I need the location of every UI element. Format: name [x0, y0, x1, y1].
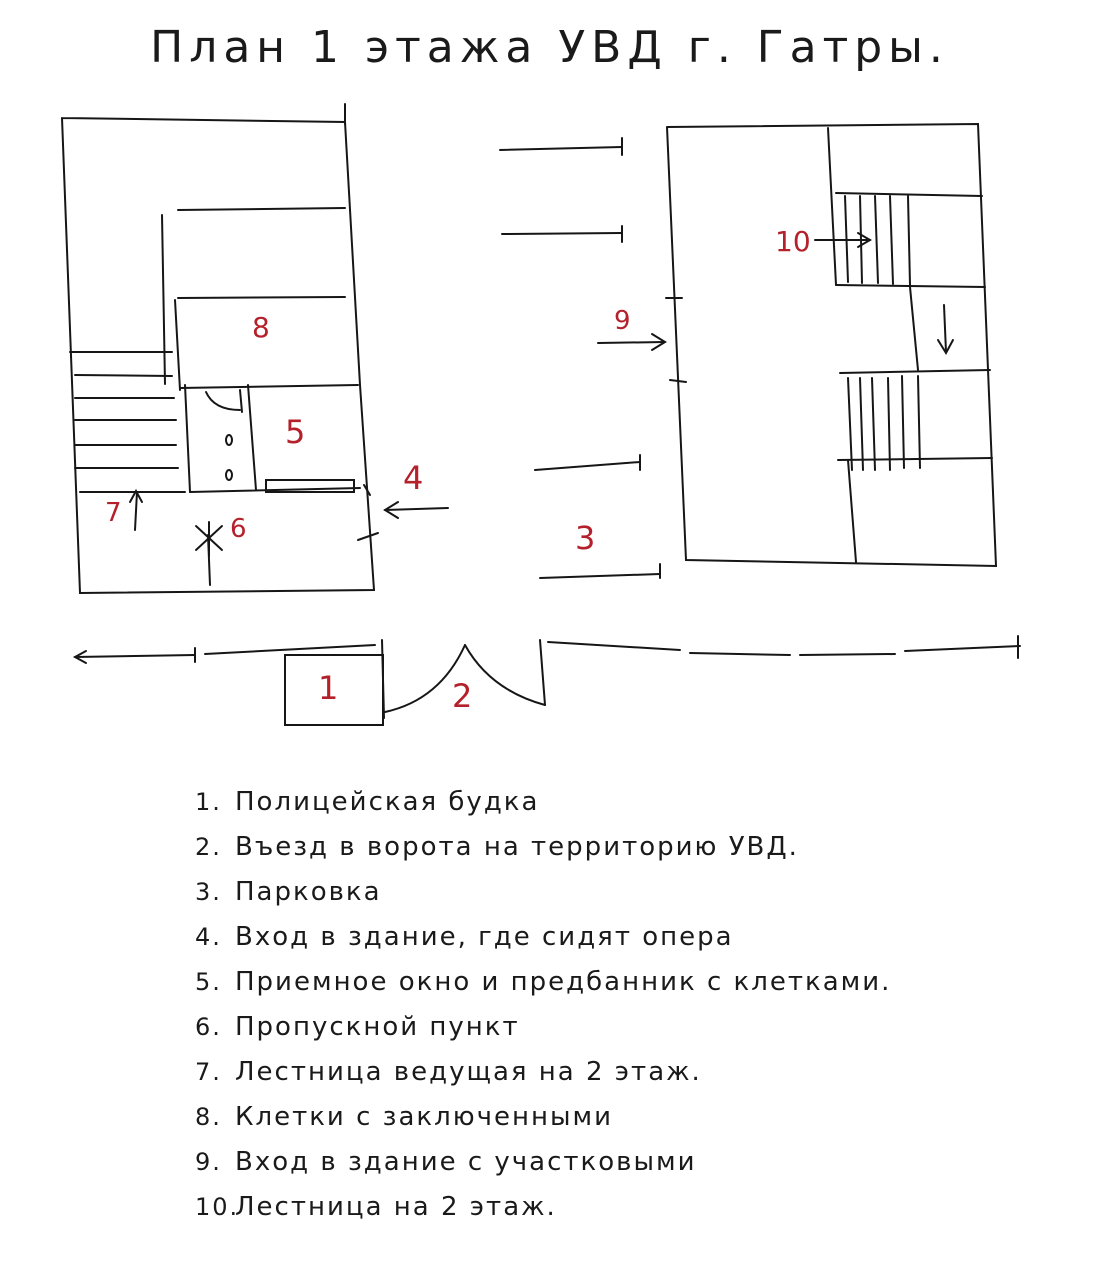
marker-5: 5 — [285, 413, 306, 451]
marker-1: 1 — [318, 669, 339, 707]
legend-item — [195, 960, 891, 1005]
legend-number: 1. — [195, 788, 222, 816]
legend-text: Вход в здание с участковыми — [235, 1147, 697, 1177]
legend-text: Пропускной пункт — [235, 1012, 520, 1042]
legend-text: Клетки с заключенными — [235, 1102, 614, 1132]
legend-text: Лестница ведущая на 2 этаж. — [235, 1057, 702, 1087]
right-building — [598, 124, 996, 566]
legend-number: 5. — [195, 968, 222, 996]
legend-item — [195, 915, 891, 960]
legend-text: Полицейская будка — [235, 787, 540, 817]
legend-item — [195, 1185, 891, 1230]
legend-text: Приемное окно и предбанник с клетками. — [235, 967, 892, 997]
legend-item — [195, 1050, 891, 1095]
legend-text: Вход в здание, где сидят опера — [235, 922, 734, 952]
marker-4: 4 — [403, 459, 424, 497]
legend-number: 3. — [195, 878, 222, 906]
door-swing — [206, 392, 240, 410]
plan-title: План 1 этажа УВД г. Гатры. — [150, 22, 949, 73]
gate-right-leaf — [465, 645, 545, 705]
legend-text: Лестница на 2 этаж. — [235, 1192, 557, 1222]
legend-number: 8. — [195, 1103, 222, 1131]
marker-8: 8 — [252, 311, 270, 344]
legend-number: 10. — [195, 1193, 240, 1221]
legend-text: Въезд в ворота на территорию УВД. — [235, 832, 799, 862]
legend-item — [195, 825, 891, 870]
legend-text: Парковка — [235, 877, 382, 907]
marker-3: 3 — [575, 519, 596, 557]
legend-number: 6. — [195, 1013, 222, 1041]
right-staircase-lower — [848, 376, 920, 470]
fence-and-gate — [75, 636, 1020, 725]
legend-item — [195, 1005, 891, 1050]
legend-item — [195, 1140, 891, 1185]
marker-7: 7 — [105, 498, 122, 528]
legend-number: 7. — [195, 1058, 222, 1086]
parking-lines — [500, 138, 660, 578]
legend-number: 2. — [195, 833, 222, 861]
marker-9: 9 — [614, 306, 631, 336]
left-staircase — [70, 352, 185, 492]
plan-legend — [195, 780, 891, 1230]
legend-number: 9. — [195, 1148, 222, 1176]
legend-item — [195, 1095, 891, 1140]
marker-2: 2 — [452, 677, 473, 715]
legend-number: 4. — [195, 923, 222, 951]
marker-6: 6 — [230, 514, 247, 544]
legend-item — [195, 780, 891, 825]
marker-10: 10 — [775, 225, 811, 258]
legend-item — [195, 870, 891, 915]
